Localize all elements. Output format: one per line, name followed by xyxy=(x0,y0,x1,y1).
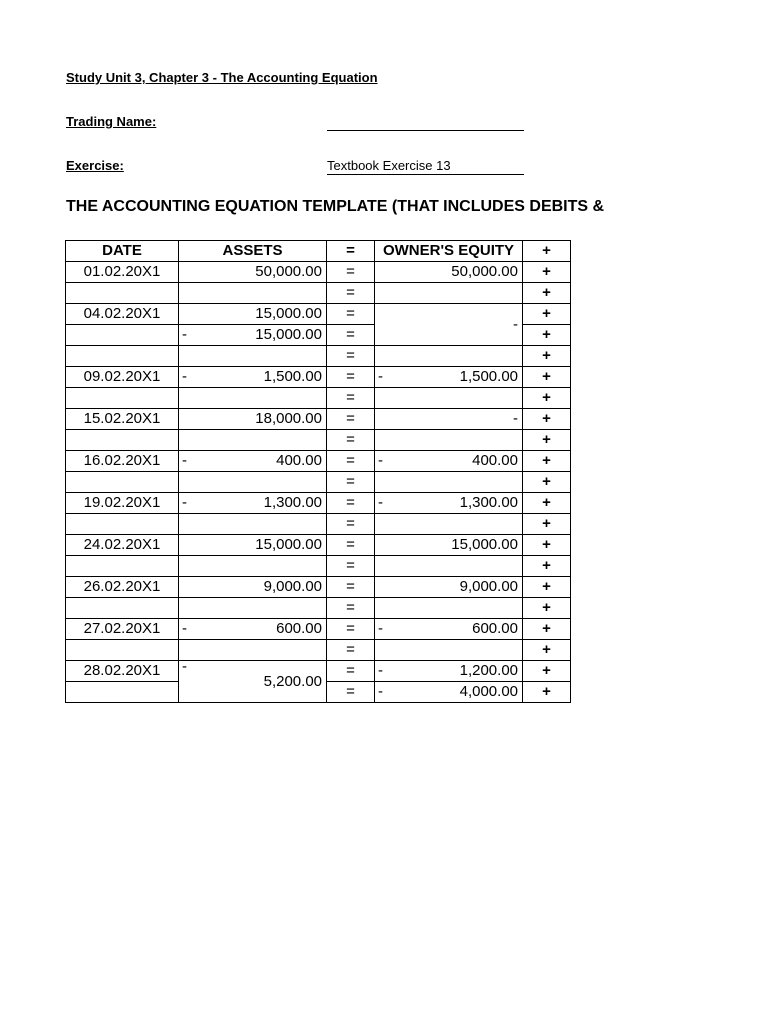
table-row xyxy=(66,304,571,325)
assets-cell[interactable] xyxy=(179,430,327,451)
equals-cell: = xyxy=(327,346,375,367)
assets-cell[interactable] xyxy=(179,535,327,556)
assets-sign: - xyxy=(182,452,187,469)
table-row xyxy=(66,619,571,640)
owners-equity-cell[interactable] xyxy=(375,472,523,493)
equals-cell: = xyxy=(327,367,375,388)
table-row xyxy=(66,661,571,682)
table-row xyxy=(66,640,571,661)
equals-cell: = xyxy=(327,409,375,430)
owners-equity-value: 50,000.00 xyxy=(451,263,518,280)
equals-cell: = xyxy=(327,598,375,619)
table-row xyxy=(66,262,571,283)
date-cell[interactable] xyxy=(66,283,179,304)
owners-equity-cell[interactable] xyxy=(375,283,523,304)
assets-sign: - xyxy=(182,620,187,637)
template-heading: THE ACCOUNTING EQUATION TEMPLATE (THAT INCLUDES DEBITS & xyxy=(66,198,605,215)
table-row xyxy=(66,388,571,409)
date-cell[interactable]: 01.02.20X1 xyxy=(66,262,179,283)
owners-equity-cell[interactable] xyxy=(375,577,523,598)
owners-equity-value: - xyxy=(513,315,518,333)
table-row xyxy=(66,535,571,556)
equals-cell: = xyxy=(327,619,375,640)
assets-value: 1,300.00 xyxy=(263,494,322,511)
equals-cell: = xyxy=(327,451,375,472)
table-row xyxy=(66,577,571,598)
header-plus: + xyxy=(523,241,571,262)
owners-equity-cell[interactable] xyxy=(375,493,523,514)
owners-equity-value: 400.00 xyxy=(472,452,518,469)
owners-equity-sign: - xyxy=(378,452,383,469)
owners-equity-value: 1,300.00 xyxy=(459,494,518,511)
table-row xyxy=(66,430,571,451)
owners-equity-cell[interactable] xyxy=(375,640,523,661)
assets-value: 15,000.00 xyxy=(255,536,322,553)
assets-sign: - xyxy=(182,326,187,343)
owners-equity-cell[interactable] xyxy=(375,430,523,451)
date-cell[interactable]: 27.02.20X1 xyxy=(66,619,179,640)
assets-cell[interactable] xyxy=(179,451,327,472)
date-cell[interactable]: 16.02.20X1 xyxy=(66,451,179,472)
assets-cell[interactable] xyxy=(179,619,327,640)
plus-cell: + xyxy=(523,535,571,556)
owners-equity-value: 1,500.00 xyxy=(459,368,518,385)
plus-cell: + xyxy=(523,472,571,493)
equals-cell: = xyxy=(327,682,375,703)
assets-sign: - xyxy=(182,494,187,511)
owners-equity-cell[interactable] xyxy=(375,409,523,430)
owners-equity-cell[interactable] xyxy=(375,619,523,640)
plus-cell: + xyxy=(523,619,571,640)
plus-cell: + xyxy=(523,388,571,409)
table-header-row xyxy=(66,241,571,262)
table-body xyxy=(66,262,571,703)
equals-cell: = xyxy=(327,577,375,598)
owners-equity-value: 600.00 xyxy=(472,620,518,637)
assets-cell[interactable] xyxy=(179,409,327,430)
date-cell[interactable] xyxy=(66,640,179,661)
date-cell[interactable]: 26.02.20X1 xyxy=(66,577,179,598)
equals-cell: = xyxy=(327,472,375,493)
plus-cell: + xyxy=(523,451,571,472)
accounting-equation-table xyxy=(65,240,571,703)
assets-value: 15,000.00 xyxy=(255,326,322,343)
owners-equity-cell[interactable] xyxy=(375,304,523,346)
owners-equity-cell[interactable] xyxy=(375,514,523,535)
date-cell[interactable] xyxy=(66,514,179,535)
table-row xyxy=(66,367,571,388)
assets-value: 15,000.00 xyxy=(255,305,322,322)
owners-equity-sign: - xyxy=(378,494,383,511)
assets-value: 5,200.00 xyxy=(263,672,322,690)
owners-equity-sign: - xyxy=(378,683,383,700)
owners-equity-value: 9,000.00 xyxy=(459,578,518,595)
assets-value: 1,500.00 xyxy=(263,368,322,385)
table-row xyxy=(66,493,571,514)
date-cell[interactable] xyxy=(66,556,179,577)
assets-cell[interactable] xyxy=(179,472,327,493)
assets-sign: - xyxy=(182,660,187,675)
table-row xyxy=(66,472,571,493)
owners-equity-cell[interactable] xyxy=(375,661,523,682)
trading-name-field[interactable] xyxy=(327,129,524,131)
date-cell[interactable] xyxy=(66,682,179,703)
plus-cell: + xyxy=(523,262,571,283)
date-cell[interactable] xyxy=(66,598,179,619)
date-cell[interactable]: 04.02.20X1 xyxy=(66,304,179,325)
plus-cell: + xyxy=(523,283,571,304)
assets-cell[interactable] xyxy=(179,388,327,409)
assets-cell[interactable] xyxy=(179,262,327,283)
owners-equity-value: 15,000.00 xyxy=(451,536,518,553)
owners-equity-cell[interactable] xyxy=(375,388,523,409)
assets-cell[interactable] xyxy=(179,661,327,703)
plus-cell: + xyxy=(523,598,571,619)
owners-equity-value: - xyxy=(513,410,518,427)
date-cell[interactable] xyxy=(66,346,179,367)
owners-equity-cell[interactable] xyxy=(375,451,523,472)
assets-cell[interactable] xyxy=(179,346,327,367)
plus-cell: + xyxy=(523,367,571,388)
plus-cell: + xyxy=(523,661,571,682)
header-date: DATE xyxy=(66,241,179,262)
date-cell[interactable]: 19.02.20X1 xyxy=(66,493,179,514)
assets-cell[interactable] xyxy=(179,493,327,514)
plus-cell: + xyxy=(523,556,571,577)
equals-cell: = xyxy=(327,661,375,682)
equals-cell: = xyxy=(327,535,375,556)
owners-equity-value: 1,200.00 xyxy=(459,662,518,679)
table-row xyxy=(66,598,571,619)
assets-cell[interactable] xyxy=(179,283,327,304)
plus-cell: + xyxy=(523,346,571,367)
assets-cell[interactable] xyxy=(179,367,327,388)
document-title: Study Unit 3, Chapter 3 - The Accounting Equation xyxy=(66,70,378,85)
header-assets: ASSETS xyxy=(179,241,327,262)
plus-cell: + xyxy=(523,304,571,325)
table-row xyxy=(66,556,571,577)
owners-equity-cell[interactable] xyxy=(375,556,523,577)
assets-value: 18,000.00 xyxy=(255,410,322,427)
assets-value: 600.00 xyxy=(276,620,322,637)
assets-cell[interactable] xyxy=(179,304,327,325)
equals-cell: = xyxy=(327,304,375,325)
date-cell[interactable] xyxy=(66,430,179,451)
plus-cell: + xyxy=(523,640,571,661)
equals-cell: = xyxy=(327,388,375,409)
plus-cell: + xyxy=(523,325,571,346)
plus-cell: + xyxy=(523,493,571,514)
plus-cell: + xyxy=(523,430,571,451)
date-cell[interactable]: 09.02.20X1 xyxy=(66,367,179,388)
header-owners-equity: OWNER'S EQUITY xyxy=(375,241,523,262)
assets-value: 400.00 xyxy=(276,452,322,469)
owners-equity-cell[interactable] xyxy=(375,535,523,556)
equals-cell: = xyxy=(327,262,375,283)
exercise-value: Textbook Exercise 13 xyxy=(327,158,524,175)
plus-cell: + xyxy=(523,409,571,430)
assets-cell[interactable] xyxy=(179,577,327,598)
assets-cell[interactable] xyxy=(179,514,327,535)
equals-cell: = xyxy=(327,325,375,346)
date-cell[interactable] xyxy=(66,388,179,409)
owners-equity-cell[interactable] xyxy=(375,367,523,388)
equals-cell: = xyxy=(327,493,375,514)
exercise-label: Exercise: xyxy=(66,158,124,173)
equals-cell: = xyxy=(327,514,375,535)
owners-equity-sign: - xyxy=(378,368,383,385)
owners-equity-cell[interactable] xyxy=(375,262,523,283)
table-row xyxy=(66,514,571,535)
assets-cell[interactable] xyxy=(179,640,327,661)
owners-equity-cell[interactable] xyxy=(375,682,523,703)
table-row xyxy=(66,451,571,472)
date-cell[interactable] xyxy=(66,472,179,493)
table-row xyxy=(66,346,571,367)
plus-cell: + xyxy=(523,577,571,598)
owners-equity-cell[interactable] xyxy=(375,346,523,367)
date-cell[interactable]: 28.02.20X1 xyxy=(66,661,179,682)
trading-name-label: Trading Name: xyxy=(66,114,157,129)
owners-equity-cell[interactable] xyxy=(375,598,523,619)
date-cell[interactable] xyxy=(66,325,179,346)
plus-cell: + xyxy=(523,514,571,535)
owners-equity-value: 4,000.00 xyxy=(459,683,518,700)
equals-cell: = xyxy=(327,283,375,304)
owners-equity-sign: - xyxy=(378,662,383,679)
plus-cell: + xyxy=(523,682,571,703)
equals-cell: = xyxy=(327,430,375,451)
table-row xyxy=(66,409,571,430)
header-equals: = xyxy=(327,241,375,262)
assets-sign: - xyxy=(182,368,187,385)
assets-cell[interactable] xyxy=(179,325,327,346)
equals-cell: = xyxy=(327,556,375,577)
assets-cell[interactable] xyxy=(179,598,327,619)
equals-cell: = xyxy=(327,640,375,661)
date-cell[interactable]: 15.02.20X1 xyxy=(66,409,179,430)
assets-value: 9,000.00 xyxy=(263,578,322,595)
assets-value: 50,000.00 xyxy=(255,263,322,280)
assets-cell[interactable] xyxy=(179,556,327,577)
owners-equity-sign: - xyxy=(378,620,383,637)
table-row xyxy=(66,283,571,304)
date-cell[interactable]: 24.02.20X1 xyxy=(66,535,179,556)
